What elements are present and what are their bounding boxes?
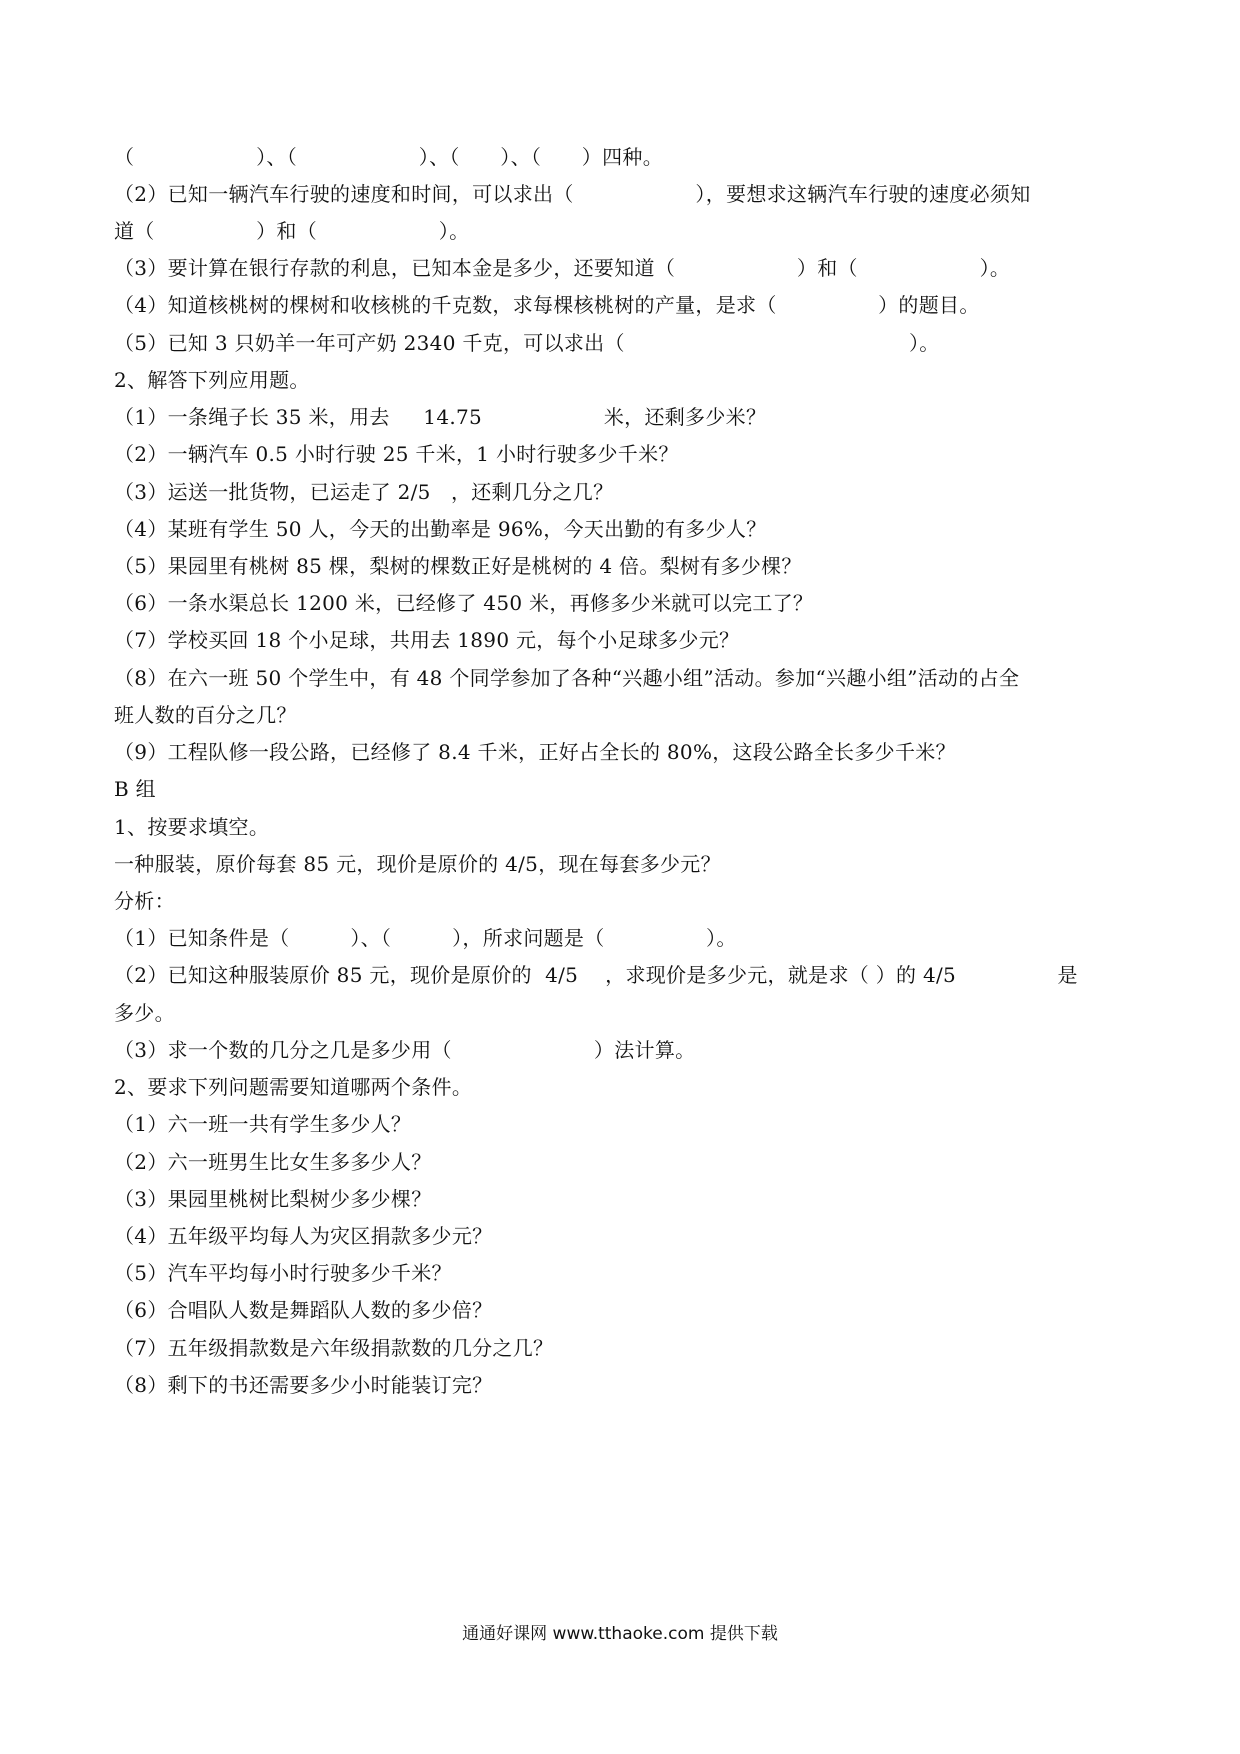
- text-line: （5）汽车平均每小时行驶多少千米？: [114, 1261, 452, 1285]
- text-line: （7）学校买回 18 个小足球，共用去 1890 元，每个小足球多少元？: [114, 628, 740, 652]
- text-line: 多少。: [114, 1001, 175, 1025]
- text-line: （2）已知这种服装原价 85 元，现价是原价的 4/5 ，求现价是多少元，就是求（ ）的 4/5 是: [114, 963, 1078, 987]
- text-line: （8）在六一班 50 个学生中，有 48 个同学参加了各种“兴趣小组”活动。参加“兴趣小组”活动的占全: [114, 666, 1020, 690]
- text-line: （2）已知一辆汽车行驶的速度和时间，可以求出（ ），要想求这辆汽车行驶的速度必须知: [114, 182, 1031, 206]
- section-heading: 1、按要求填空。: [114, 815, 270, 839]
- text-line: （2）一辆汽车 0.5 小时行驶 25 千米，1 小时行驶多少千米？: [114, 442, 679, 466]
- text-line: （7）五年级捐款数是六年级捐款数的几分之几？: [114, 1336, 554, 1360]
- text-line: 道（ ）和（ ）。: [114, 219, 470, 243]
- section-heading: 2、要求下列问题需要知道哪两个条件。: [114, 1075, 473, 1099]
- text-line: 班人数的百分之几？: [114, 703, 297, 727]
- text-line: （3）求一个数的几分之几是多少用（ ）法计算。: [114, 1038, 696, 1062]
- text-line: （1）已知条件是（ ）、（ ），所求问题是（ ）。: [114, 926, 737, 950]
- text-line: （6）合唱队人数是舞蹈队人数的多少倍？: [114, 1298, 493, 1322]
- text-line: （5）已知 3 只奶羊一年可产奶 2340 千克，可以求出（ ）。: [114, 331, 940, 355]
- text-line: （1）一条绳子长 35 米，用去 14.75 米，还剩多少米？: [114, 405, 767, 429]
- text-line: （4）某班有学生 50 人，今天的出勤率是 96%，今天出勤的有多少人？: [114, 517, 767, 541]
- text-line: （3）果园里桃树比梨树少多少棵？: [114, 1187, 432, 1211]
- text-line: （9）工程队修一段公路，已经修了 8.4 千米，正好占全长的 80%，这段公路全长多少千米？: [114, 740, 956, 764]
- text-line: 分析：: [114, 889, 175, 913]
- group-heading: B 组: [114, 777, 156, 801]
- text-line: （4）知道核桃树的棵树和收核桃的千克数，求每棵核桃树的产量，是求（ ）的题目。: [114, 293, 980, 317]
- text-line: （ ）、（ ）、（ ）、（ ）四种。: [114, 145, 663, 169]
- text-line: （4）五年级平均每人为灾区捐款多少元？: [114, 1224, 493, 1248]
- text-line: （3）运送一批货物，已运走了 2/5 ，还剩几分之几？: [114, 480, 614, 504]
- text-line: （6）一条水渠总长 1200 米，已经修了 450 米，再修多少米就可以完工了？: [114, 591, 814, 615]
- page-footer: 通通好课网 www.tthaoke.com 提供下载: [462, 1624, 778, 1644]
- text-line: （8）剩下的书还需要多少小时能装订完？: [114, 1373, 493, 1397]
- section-heading: 2、解答下列应用题。: [114, 368, 310, 392]
- text-line: （3）要计算在银行存款的利息，已知本金是多少，还要知道（ ）和（ ）。: [114, 256, 1011, 280]
- text-line: （2）六一班男生比女生多多少人？: [114, 1150, 432, 1174]
- text-line: 一种服装，原价每套 85 元，现价是原价的 4/5，现在每套多少元？: [114, 852, 721, 876]
- text-line: （1）六一班一共有学生多少人？: [114, 1112, 412, 1136]
- text-line: （5）果园里有桃树 85 棵，梨树的棵数正好是桃树的 4 倍。梨树有多少棵？: [114, 554, 802, 578]
